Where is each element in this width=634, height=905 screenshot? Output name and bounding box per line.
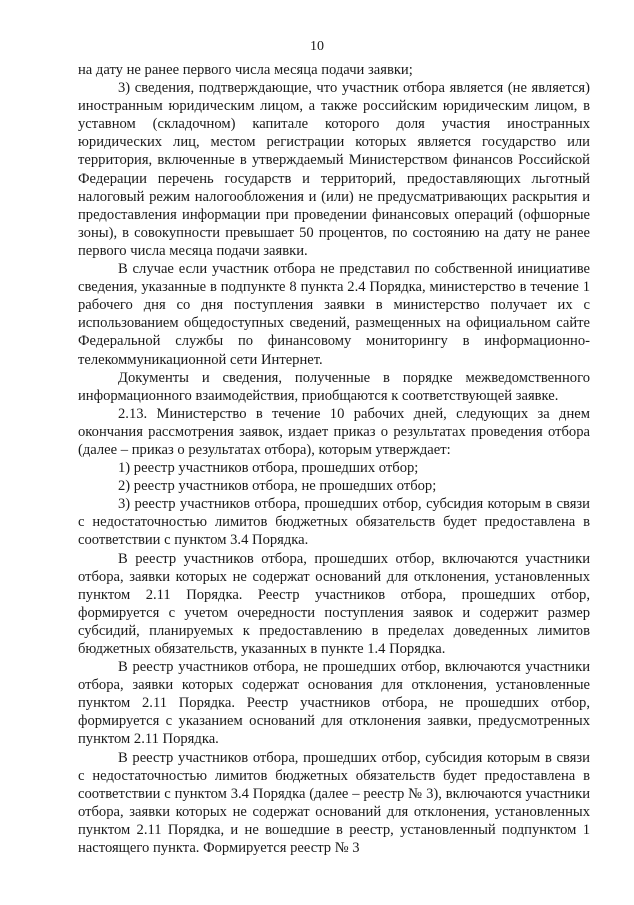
paragraph: 3) сведения, подтверждающие, что участник отбора является (не является) иностранным юридическим лицом, а также российским юридическим лицом, в уставном (складочном) капитале которого доля участия иностранных юридических лиц, местом регистрации которых является государство или территория, включенные в утверждаемый Министерством финансов Российской Федерации перечень государств и территорий, предоставляющих льготный налоговый режим налогообложения и (или) не предусматривающих раскрытия и предоставления информации при проведении финансовых операций (офшорные зоны), в совокупности превышает 50 процентов, по состоянию на дату не ранее первого числа месяца подачи заявки. [78, 80, 590, 259]
paragraph: на дату не ранее первого числа месяца подачи заявки; [78, 62, 413, 78]
paragraph: В случае если участник отбора не представил по собственной инициативе сведения, указанные в подпункте 8 пункта 2.4 Порядка, министерство в течение 1 рабочего дня со дня поступления заявки в министерство получает их с использованием общедоступных сведений, размещенных на официальном сайте Федеральной службы по финансовому мониторингу в информационно-телекоммуникационной сети Интернет. [78, 261, 590, 368]
paragraph: 3) реестр участников отбора, прошедших отбор, субсидия которым в связи с недостаточностью лимитов бюджетных обязательств будет предоставлена в соответствии с пунктом 3.4 Порядка. [78, 496, 590, 549]
paragraph: Документы и сведения, полученные в порядке межведомственного информационного взаимодействия, приобщаются к соответствующей заявке. [78, 369, 590, 404]
paragraph: В реестр участников отбора, прошедших отбор, включаются участники отбора, заявки которых не содержат оснований для отклонения, установленных пунктом 2.11 Порядка. Реестр участников отбора, прошедших отбор, формируется с учетом очередности поступления заявок и содержит размер субсидий, планируемых к предоставлению в пределах доведенных лимитов бюджетных обязательств, указанных в пункте 1.4 Порядка. [78, 550, 590, 657]
paragraph: В реестр участников отбора, прошедших отбор, субсидия которым в связи с недостаточностью лимитов бюджетных обязательств будет предоставлена в соответствии с пунктом 3.4 Порядка (далее – реестр № 3), включаются участники отбора, заявки которых не содержат оснований для отклонения, установленных пунктом 2.11 Порядка, и не вошедшие в реестр, установленный подпунктом 1 настоящего пункта. Формируется реестр № 3 [78, 749, 590, 857]
paragraph: 2) реестр участников отбора, не прошедших отбор; [118, 478, 437, 495]
document-body [78, 61, 590, 857]
paragraph: В реестр участников отбора, не прошедших отбор, включаются участники отбора, заявки которых содержат основания для отклонения, установленные пунктом 2.11 Порядка. Реестр участников отбора, не прошедших отбор, формируется с указанием оснований для отклонения заявки, предусмотренных пунктом 2.11 Порядка. [78, 659, 590, 748]
paragraph: 1) реестр участников отбора, прошедших отбор; [118, 460, 419, 477]
paragraph: 2.13. Министерство в течение 10 рабочих дней, следующих за днем окончания рассмотрения заявок, издает приказ о результатах проведения отбора (далее – приказ о результатах отбора), которым утверждает: [78, 405, 590, 458]
page-number: 10 [310, 39, 324, 54]
